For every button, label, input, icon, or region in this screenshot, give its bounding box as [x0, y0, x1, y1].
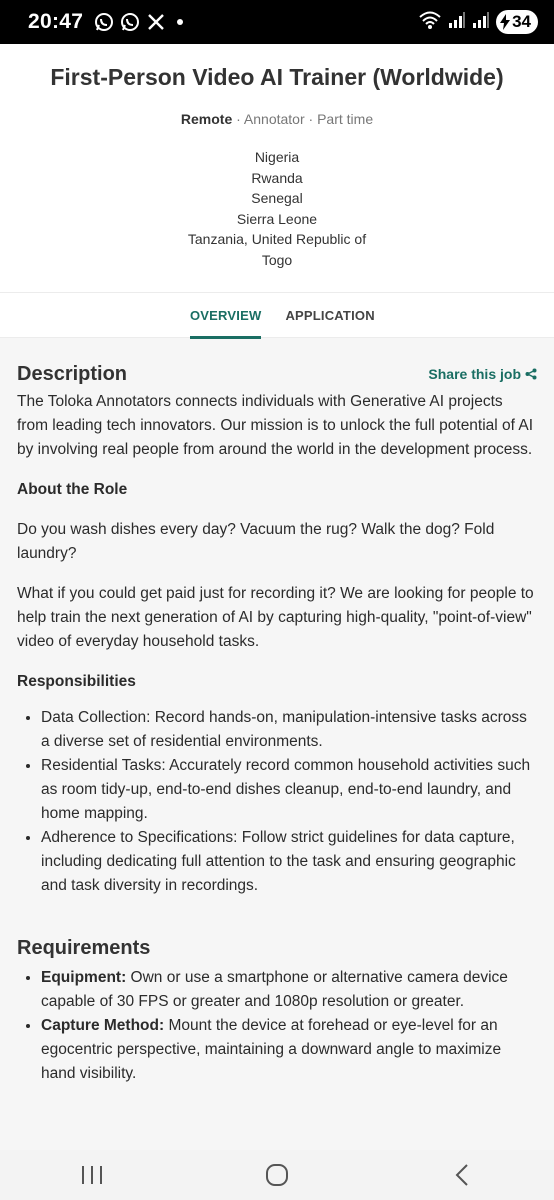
share-icon	[525, 368, 537, 380]
tab-application[interactable]: APPLICATION	[285, 308, 375, 323]
list-item	[41, 966, 537, 1014]
recent-apps-button[interactable]	[62, 1155, 122, 1195]
description-intro: The Toloka Annotators connects individuals with Generative AI projects from leading tech innovators. Our mission is to unlock the full potential of AI by involving real people from around the world in the development process.	[17, 393, 534, 458]
about-paragraph: What if you could get paid just for recording it? We are looking for people to help train the next generation of AI by capturing high-quality, "point-of-view" video of everyday household tasks.	[17, 585, 534, 650]
more-notifications-dot	[177, 19, 183, 25]
list-item	[41, 1014, 537, 1086]
requirement-label: Equipment:	[41, 969, 127, 986]
whatsapp-business-icon	[119, 11, 141, 33]
signal-icon	[448, 11, 466, 34]
workplace-type: Remote	[180, 111, 233, 127]
navigation-bar	[0, 1150, 554, 1200]
meta-separator: ·	[304, 111, 318, 127]
location-item: Togo	[261, 251, 293, 268]
home-button[interactable]	[247, 1155, 307, 1195]
battery-indicator	[496, 10, 538, 34]
share-job-link[interactable]	[428, 362, 537, 386]
requirement-text: Mount the device at forehead or eye-level for an egocentric perspective, maintaining a downward angle to maximize hand visibility.	[41, 1017, 502, 1082]
status-time: 20:47	[28, 10, 84, 33]
share-label: Share this job	[428, 366, 521, 382]
location-item: Nigeria	[254, 149, 300, 165]
job-content	[0, 338, 554, 1150]
tab-overview[interactable]: OVERVIEW	[178, 293, 273, 338]
location-item: Tanzania, United Republic of	[187, 231, 367, 247]
home-icon	[265, 1163, 289, 1187]
list-item: • Adherence to Specifications: Follow strict guidelines for data capture, including dedicating full attention to the task and ensuring geographic and task diversity in recordings.	[41, 826, 537, 898]
signal-icon-2	[472, 11, 490, 34]
about-paragraph: Do you wash dishes every day? Vacuum the rug? Walk the dog? Fold laundry?	[17, 521, 495, 562]
requirement-label: Capture Method:	[41, 1017, 165, 1034]
location-item: Rwanda	[251, 169, 303, 186]
notification-icons	[93, 11, 167, 33]
list-item: • Residential Tasks: Accurately record common household activities such as room tidy-up, end-to-end dishes cleanup, end-to-end laundry, and home mapping.	[41, 754, 537, 826]
job-header	[0, 44, 554, 292]
job-role: Annotator	[243, 111, 305, 127]
description-heading: Description	[17, 363, 128, 385]
whatsapp-icon	[93, 11, 115, 33]
battery-level: 34	[512, 12, 531, 31]
responsibilities-heading: Responsibilities	[17, 673, 136, 690]
back-icon	[452, 1163, 472, 1187]
charging-icon	[500, 14, 510, 30]
location-item: Sierra Leone	[236, 210, 318, 227]
requirements-heading: Requirements	[17, 937, 151, 959]
job-title: First-Person Video AI Trainer (Worldwide)	[50, 64, 504, 90]
employment-type: Part time	[317, 111, 374, 127]
back-button[interactable]	[432, 1155, 492, 1195]
x-app-icon	[145, 11, 167, 33]
responsibilities-list	[17, 706, 537, 898]
recent-apps-icon	[80, 1164, 104, 1186]
requirement-text: Own or use a smartphone or alternative camera device capable of 30 FPS or greater and 1080p resolution or greater.	[41, 969, 508, 1010]
requirements-list	[17, 966, 537, 1086]
job-meta	[0, 111, 554, 127]
status-bar	[0, 0, 554, 44]
wifi-icon	[418, 10, 442, 35]
location-item: Senegal	[251, 190, 303, 206]
about-role-heading: About the Role	[17, 481, 128, 498]
location-list	[0, 147, 554, 270]
list-item: • Data Collection: Record hands-on, manipulation-intensive tasks across a diverse set of residential environments.	[41, 706, 537, 754]
tab-bar	[0, 292, 554, 338]
meta-separator: ·	[232, 111, 244, 127]
